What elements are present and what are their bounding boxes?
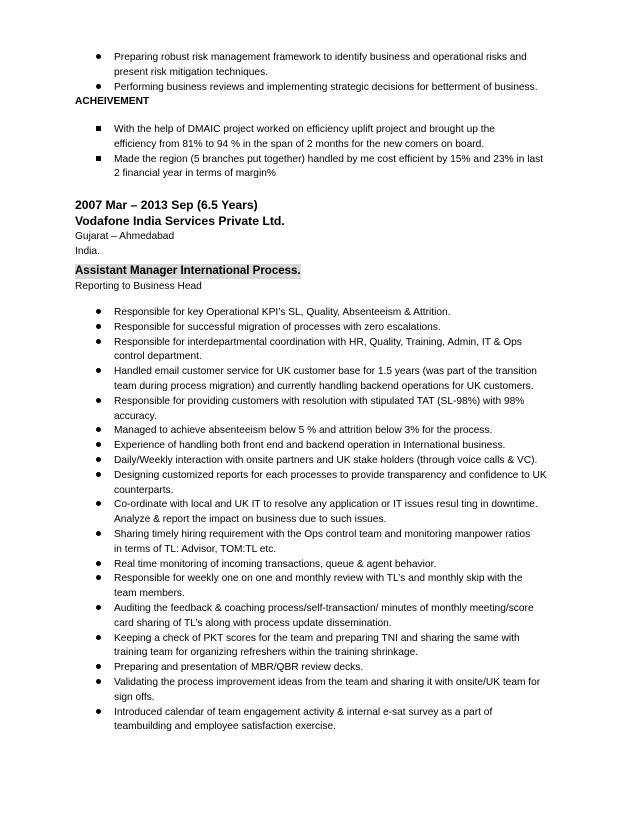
bullet-text (114, 321, 584, 336)
bullet-icon (96, 424, 108, 439)
bullet-line: Real time monitoring of incoming transactions, queue & agent behavior. (114, 558, 437, 570)
bullet-line: Daily/Weekly interaction with onsite partners and UK stake holders (through voice calls & VC). (114, 455, 538, 466)
bullet-line: Responsible for weekly one on one and monthly review with TL’s and monthly skip with the (114, 573, 523, 585)
bullet-icon (96, 365, 108, 380)
bullet-line: training team for organizing refreshers within the training shrinkage. (114, 647, 419, 659)
bullet-line: teambuilding and employee satisfaction exercise. (114, 721, 336, 733)
bullet-text (114, 632, 584, 662)
bullet-text (114, 454, 584, 469)
achievement-item (96, 123, 586, 153)
bullet-line: present risk mitigation techniques. (114, 66, 269, 78)
bullet-line: team members. (114, 588, 185, 600)
bullet-text (114, 558, 584, 573)
bullet-icon (96, 528, 108, 543)
bullet-icon (96, 469, 108, 484)
company-name: Vodafone India Services Private Ltd. (75, 214, 285, 228)
bullet-icon (96, 51, 108, 66)
bullet-line: Designing customized reports for each processes to provide transparency and confidence to UK (114, 469, 547, 481)
responsibility-item (96, 706, 586, 736)
bullet-line: Experience of handling both front end and backend operation in International business. (114, 440, 506, 452)
bullet-line: Keeping a check of PKT scores for the team and preparing TNI and sharing the same with (114, 632, 520, 644)
bullet-text (114, 306, 584, 321)
bullet-line: Analyze & report the impact on business due to such issues. (114, 514, 387, 526)
responsibility-item (96, 321, 586, 336)
responsibility-item (96, 336, 586, 366)
bullet-line: Validating the process improvement ideas from the team and sharing it with onsite/UK team for (114, 677, 541, 688)
responsibility-item (96, 365, 586, 395)
bullet-text (114, 661, 584, 676)
bullet-text (114, 528, 584, 558)
responsibility-item (96, 528, 586, 558)
bullet-line: Sharing timely hiring requirement with the Ops control team and monitoring manpower ratios (114, 529, 531, 540)
bullet-line: Performing business reviews and implementing strategic decisions for betterment of business. (114, 81, 538, 93)
bullet-line: Auditing the feedback & coaching process/self-transaction/ minutes of monthly meeting/score (114, 603, 534, 614)
bullet-line: sign offs. (114, 691, 155, 703)
top-bullet-item (96, 51, 586, 81)
bullet-icon (96, 558, 108, 573)
bullet-icon (96, 439, 108, 454)
bullet-text (114, 395, 584, 425)
bullet-line: card sharing of TL’s along with process update dissemination. (114, 617, 392, 629)
responsibility-item (96, 454, 586, 469)
bullet-line: Handled email customer service for UK customer base for 1.5 years (was part of the transition (114, 366, 537, 378)
bullet-text (114, 498, 584, 528)
bullet-text (114, 153, 584, 183)
bullet-text (114, 469, 584, 499)
bullet-line: Responsible for providing customers with resolution with stipulated TAT (SL-98%) with 98% (114, 395, 525, 407)
bullet-line: With the help of DMAIC project worked on efficiency uplift project and brought up the (114, 124, 495, 135)
bullet-text (114, 123, 584, 153)
bullet-line: control department. (114, 351, 202, 363)
reporting-line: Reporting to Business Head (75, 281, 202, 292)
bullet-line: Responsible for successful migration of processes with zero escalations. (114, 321, 441, 333)
bullet-line: Responsible for interdepartmental coordination with HR, Quality, Training, Admin, IT & Ops (114, 336, 522, 348)
bullet-text (114, 676, 584, 706)
bullet-icon (96, 498, 108, 513)
bullet-line: accuracy. (114, 410, 157, 422)
responsibility-item (96, 632, 586, 662)
bullet-line: Co-ordinate with local and UK IT to resolve any application or IT issues resul ting in downtime. (114, 499, 538, 511)
bullet-icon (96, 572, 108, 587)
bullet-icon (96, 321, 108, 336)
responsibility-item (96, 395, 586, 425)
responsibility-item (96, 676, 586, 706)
bullet-icon (96, 661, 108, 676)
bullet-icon (96, 306, 108, 321)
bullet-line: 2 financial year in terms of margin% (114, 168, 276, 180)
bullet-text (114, 572, 584, 602)
responsibility-item (96, 498, 586, 528)
bullet-line: Preparing robust risk management framework to identify business and operational risks and (114, 52, 527, 63)
responsibility-item (96, 572, 586, 602)
job-location: Gujarat – Ahmedabad (75, 231, 175, 242)
bullet-icon (96, 336, 108, 351)
responsibility-item (96, 661, 586, 676)
bullet-text (114, 365, 584, 395)
bullet-line: Made the region (5 branches put together) handled by me cost efficient by 15% and 23% in last (114, 153, 544, 165)
bullet-text (114, 706, 584, 736)
job-role: Assistant Manager International Process. (75, 265, 301, 277)
square-bullet-icon (96, 153, 108, 168)
bullet-line: in terms of TL: Advisor, TOM:TL etc. (114, 543, 277, 555)
bullet-icon (96, 632, 108, 647)
responsibility-item (96, 602, 586, 632)
bullet-icon (96, 676, 108, 691)
responsibility-item (96, 439, 586, 454)
bullet-text (114, 81, 584, 96)
bullet-text (114, 51, 584, 81)
responsibility-item (96, 306, 586, 321)
achievement-item (96, 153, 586, 183)
bullet-icon (96, 602, 108, 617)
responsibility-item (96, 469, 586, 499)
bullet-icon (96, 395, 108, 410)
top-bullet-item (96, 81, 586, 96)
bullet-icon (96, 706, 108, 721)
bullet-text (114, 602, 584, 632)
bullet-line: Preparing and presentation of MBR/QBR review decks. (114, 662, 364, 674)
bullet-line: Managed to achieve absenteeism below 5 % and attrition below 3% for the process. (114, 425, 493, 437)
bullet-line: team during process migration) and currently handling backend operations for UK customers. (114, 380, 534, 392)
bullet-line: Introduced calendar of team engagement activity & internal e-sat survey as a part of (114, 706, 493, 718)
bullet-text (114, 336, 584, 366)
job-country: India. (75, 246, 100, 257)
responsibility-item (96, 424, 586, 439)
bullet-line: counterparts. (114, 484, 174, 496)
achievement-heading: ACHEIVEMENT (75, 96, 150, 107)
bullet-icon (96, 454, 108, 469)
job-period: 2007 Mar – 2013 Sep (6.5 Years) (75, 198, 258, 212)
bullet-icon (96, 81, 108, 96)
square-bullet-icon (96, 123, 108, 138)
bullet-text (114, 424, 584, 439)
bullet-text (114, 439, 584, 454)
bullet-line: Responsible for key Operational KPI’s SL, Quality, Absenteeism & Attrition. (114, 307, 451, 318)
responsibility-item (96, 558, 586, 573)
bullet-line: efficiency from 81% to 94 % in the span of 2 months for the new comers on board. (114, 138, 485, 150)
